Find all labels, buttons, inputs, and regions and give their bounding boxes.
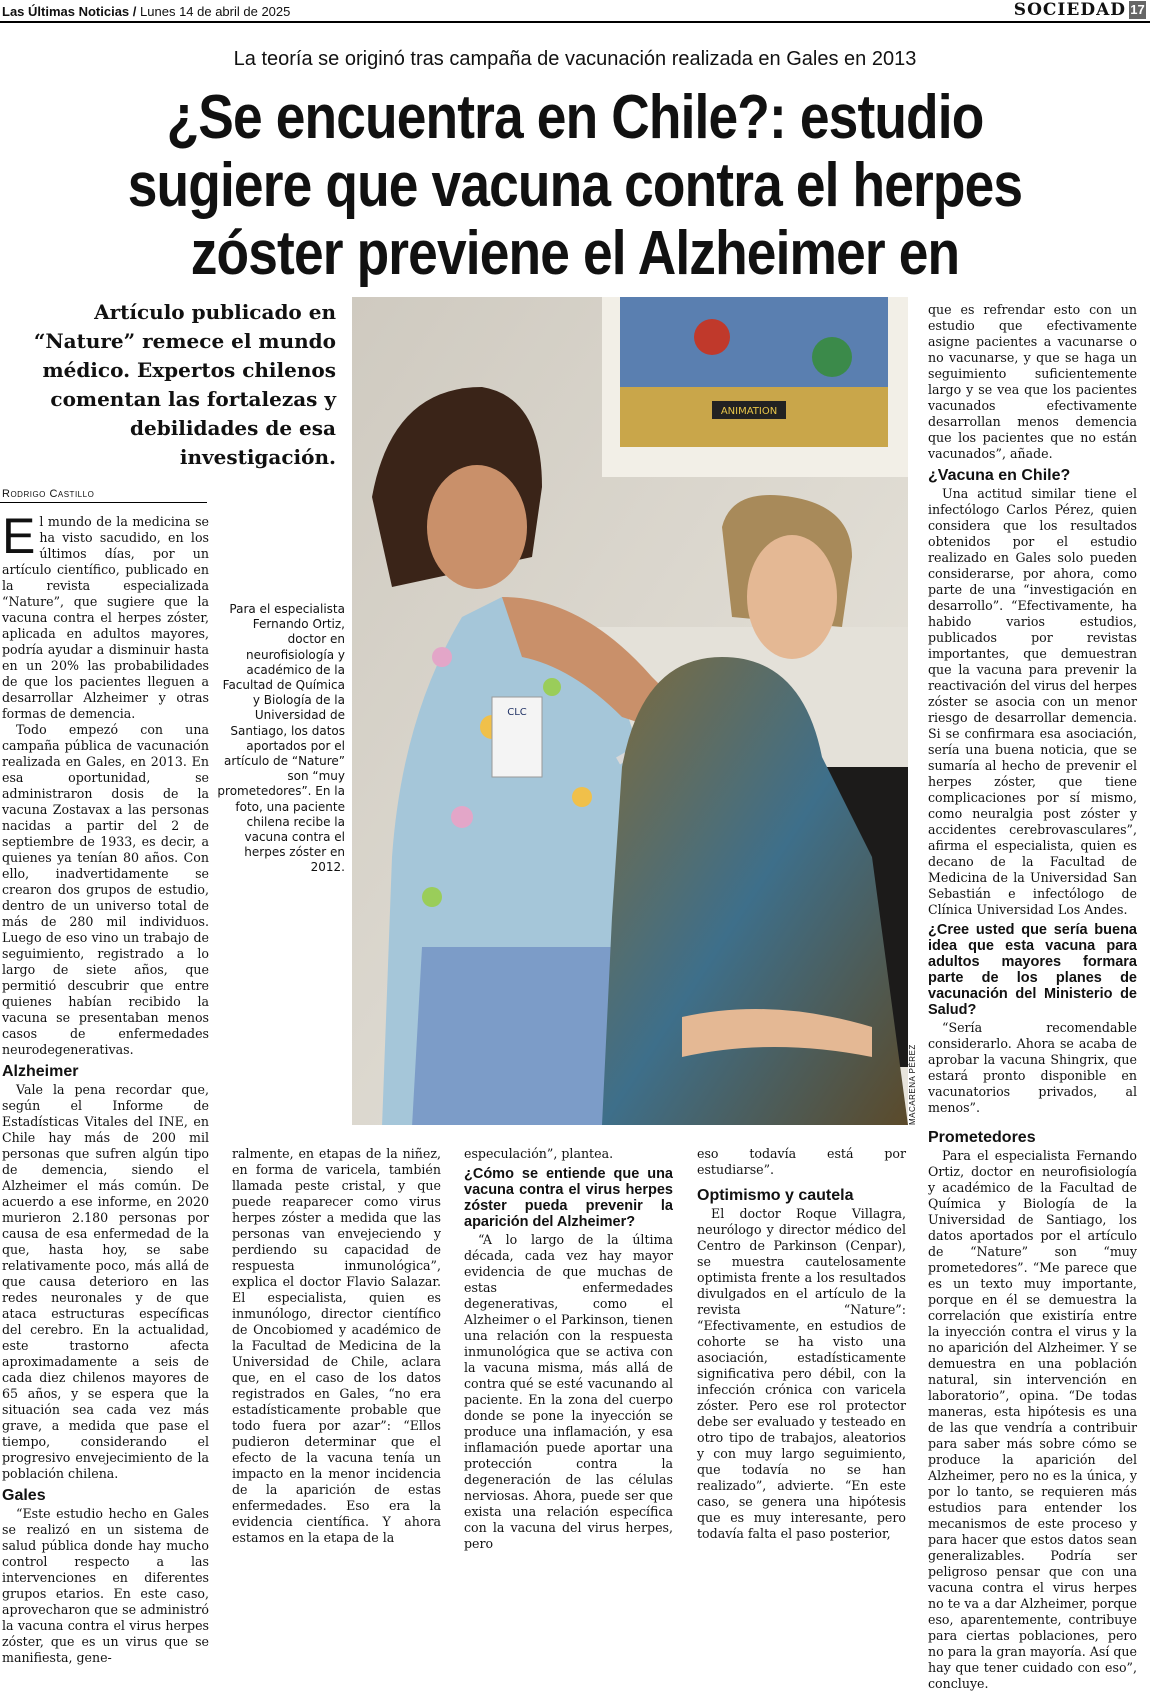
paragraph: Todo empezó con una campaña pública de vacunación realizada en Gales, en 2013. En esa oportunidad, se administraron dosis de la vacuna Zostavax a las personas nacidas a partir del 2 de septiembre de 1933, es decir, a quienes ya tenían 80 años. Con ello, inadvertidamente se crearon dos grupos de estudio, dentro de un universo total de más de 280 mil individuos. Luego de eso vino un trabajo de seguimiento, registrado a lo largo de siete años, que permitió descubrir que entre quienes habían recibido la vacuna se presentaban menos casos de enfermedades neurodegenerativas. xyxy=(2,722,209,1057)
column-2 xyxy=(232,1146,441,1546)
uniform-pattern xyxy=(451,806,473,828)
masthead-rule xyxy=(0,21,1150,23)
patient-face xyxy=(747,535,837,659)
column-3 xyxy=(464,1146,673,1552)
article-photo xyxy=(352,297,908,1125)
nurse-pants xyxy=(412,947,622,1125)
paragraph: El doctor Roque Villagra, neurólogo y director médico del Centro de Parkinson (Cenpar), se muestra cautelosamente optimista frente a los resultados divulgados en el artículo de la revista “Nature”: “Efectivamente, en estudios de cohorte se ha visto una asociación, estadísticamente significativa pero débil, con la infección crónica con varicela zóster. Pero ese rol protector debe ser evaluado y testeado en otro tipo de trabajos, aleatorios y con muy largo seguimiento, que todavía no se han realizado”, advierte. “En este caso, se genera una hipótesis que es muy interesante, pero todavía falta el paso posterior, xyxy=(697,1206,906,1541)
article-kicker: La teoría se originó tras campaña de vacunación realizada en Gales en 2013 xyxy=(233,48,917,70)
vaccination-photo xyxy=(352,297,908,1125)
paragraph: ralmente, en etapas de la niñez, en forma de varicela, también llamada peste cristal, y que puede reaparecer como virus herpes zóster a medida que las personas van envejeciendo y perdiendo su capacidad de respuesta inmunológica”, explica el doctor Flavio Salazar. El especialista, quien es inmunólogo, director científico de Oncobiomed y académico de la Facultad de Medicina de la Universidad de Chile, aclara que, en el caso de los datos registrados en Gales, “no era estadísticamente probable que todo fuera por azar”: “Ellos pudieron determinar que el efecto de la vacuna tenía un impacto en la menor incidencia de la aparición de estas enfermedades. Eso era la evidencia científica. Y ahora estamos en la etapa de la xyxy=(232,1146,441,1545)
paragraph: especulación”, plantea. xyxy=(464,1146,614,1161)
photo-credit-text: MACARENA PÉREZ xyxy=(908,1044,917,1125)
paragraph xyxy=(2,508,209,722)
paragraph: Vale la pena recordar que, según el Informe de Estadísticas Vitales del INE, en Chile hay más de 200 mil personas que sufren algún tipo de demencia, siendo el Alzheimer el más común. De acuerdo a ese informe, en 2020 murieron 2.180 personas por causa de esa enfermedad de la que, hasta hoy, se sabe relativamente poco, más allá de que causa deterioro en las redes neuronales y de que ataca estructuras específicas del cerebro. En la actualidad, este trastorno afecta aproximadamente a seis de cada diez chilenos mayores de 65 años, y se espera que la situación sea cada vez más grave, a medida que pase el tiempo, considerando el progresivo envejecimiento de la población chilena. xyxy=(2,1082,209,1481)
photo-credit xyxy=(908,1044,922,1125)
id-badge-label: CLC xyxy=(507,707,527,718)
column-4 xyxy=(697,1146,906,1542)
nurse-face xyxy=(427,465,527,589)
paragraph: “Este estudio hecho en Gales se realizó en un sistema de salud pública donde hay mucho control respecto a las intervenciones en diferentes grupos etarios. En este caso, aprovecharon que se administró la vacuna contra el virus herpes zóster, que es un virus que se manifiesta, gene- xyxy=(2,1506,209,1665)
paragraph-text: l mundo de la medicina se ha visto sacudido, en los últimos días, por un artículo científico, publicado en la revista especializada “Nature”, que sugiere que la vacuna contra el herpes zóster, aplicada en adultos mayores, podría ayudar a disminuir hasta en un 20% las probabilidades de que los pacientes lleguen a desarrollar Alzheimer y otras formas de demencia. xyxy=(2,514,209,721)
subhead-gales: Gales xyxy=(2,1487,46,1504)
photo-caption: Para el especialista Fernando Ortiz, doctor en neurofisiología y académico de la Facultad de Química y Biología de la Universidad de Santiago, los datos aportados por el artículo de “Nature” son “muy prometedores”. En la foto, una paciente chilena recibe la vacuna contra el herpes zóster en 2012. xyxy=(217,602,345,875)
paragraph: “A lo largo de la última década, cada vez hay mayor evidencia de que muchas de estas enfermedades degenerativas, como el Alzheimer o el Parkinson, tienen una relación con la respuesta inmunológica que se activa con la vacuna misma, más allá de contra qué se esté vacunando al paciente. En la zona del cuerpo donde se pone la inyección se produce una inflamación, y esa inflamación puede aportar una protección contra la degeneración de las células nerviosas. Ahora, puede ser que exista una relación específica con la vacuna del virus herpes, pero xyxy=(464,1232,673,1551)
paragraph: Para el especialista Fernando Ortiz, doctor en neurofisiología y académico de la Facultad de Química y Biología de la Universidad de Santiago, los datos aportados por el artículo de “Nature” son “muy prometedores”. “Me parece que es un texto muy importante, porque en él se demuestra la correlación que existiría entre la inyección contra el virus y la no aparición del Alzheimer. Y se demuestra en una población natural, sin intervención en laboratorio”, opina. “De todas maneras, esta hipótesis es una de las que vendría a contribuir para saber más sobre cómo se produce la aparición del Alzheimer, pero no es la única, y por lo tanto, se requieren más estudios para entender los mecanismos de este proceso y para hacer que estos datos sean generalizables. Podría ser peligroso pensar que con una vacuna contra el virus herpes no te va a dar Alzheimer, porque eso, aparentemente, contribuye para ciertas poblaciones, pero no para la gran mayoría. Así que hay que tener cuidado con eso”, concluye. xyxy=(928,1148,1137,1691)
masthead xyxy=(2,4,290,19)
paragraph: “Sería recomendable considerarlo. Ahora se acaba de aprobar la vacuna Shingrix, que estará pronto disponible en vacunatorios privados, al menos”. xyxy=(928,1020,1137,1115)
section-label: SOCIEDAD xyxy=(1013,0,1126,20)
subhead-alzheimer: Alzheimer xyxy=(2,1063,79,1080)
paragraph: eso todavía está por estudiarse”. xyxy=(697,1146,906,1177)
interview-question: ¿Cómo se entiende que una vacuna contra el virus herpes zóster pueda prevenir la aparición del Alzheimer? xyxy=(464,1166,673,1230)
poster-figure-2 xyxy=(812,337,852,377)
uniform-pattern xyxy=(432,647,452,667)
uniform-pattern xyxy=(543,678,561,696)
paper-name-text: Las Últimas Noticias xyxy=(2,4,130,19)
article-headline: ¿Se encuentra en Chile?: estudio sugiere que vacuna contra el herpes zóster previene el Alzheimer en xyxy=(127,83,1023,288)
paragraph: Una actitud similar tiene el infectólogo Carlos Pérez, quien considera que los resultados obtenidos por el estudio realizado en Gales solo pueden considerarse, por ahora, como parte de una “investigación en desarrollo”. “Efectivamente, ha habido varios estudios, publicados por revistas importantes, que demuestran que la vacuna para prevenir la reactivación del virus del herpes zóster se asocia con un menor riesgo de desarrollar demencia. Si se confirmara esa asociación, sería una buena noticia, que se sumaría al hecho de prevenir el herpes zóster, que tiene complicaciones por sí mismo, como neuralgia post zóster y accidentes cerebrovasculares”, afirma el especialista, quien es decano de la Facultad de Medicina de la Universidad San Sebastián e infectólogo de Clínica Universidad Los Andes. xyxy=(928,486,1137,917)
byline xyxy=(2,488,94,500)
masthead-separator: / xyxy=(132,4,137,19)
paragraph: que es refrendar esto con un estudio que efectivamente asigne pacientes a vacunarse o no vacunarse, y que se haga un seguimiento suficientemente largo y se vea que los pacientes vacunados efectivamente desarrollan menos demencia que los pacientes que no están vacunados”, añade. xyxy=(928,302,1137,461)
column-5 xyxy=(928,302,1137,1692)
article-deck: Artículo publicado en “Nature” remece el mundo médico. Expertos chilenos comentan las fortalezas y debilidades de esa investigación. xyxy=(33,300,336,469)
poster-label: ANIMATION xyxy=(720,406,778,417)
byline-text: Rodrigo Castillo xyxy=(2,488,95,500)
subhead-prometedores: Prometedores xyxy=(928,1129,1036,1146)
column-1 xyxy=(2,508,209,1666)
uniform-pattern xyxy=(422,887,442,907)
issue-date: Lunes 14 de abril de 2025 xyxy=(140,4,291,19)
poster-figure xyxy=(694,319,730,355)
paper-name xyxy=(2,4,129,19)
byline-rule xyxy=(0,502,207,503)
drop-cap: E xyxy=(2,508,36,564)
subhead-vacuna-chile: ¿Vacuna en Chile? xyxy=(928,467,1071,484)
subhead-optimismo: Optimismo y cautela xyxy=(697,1187,854,1204)
uniform-pattern xyxy=(572,787,592,807)
interview-question: ¿Cree usted que sería buena idea que esta vacuna para adultos mayores formara parte de los planes de vacunación del Ministerio de Salud? xyxy=(928,922,1137,1018)
page-number: 17 xyxy=(1130,2,1145,17)
